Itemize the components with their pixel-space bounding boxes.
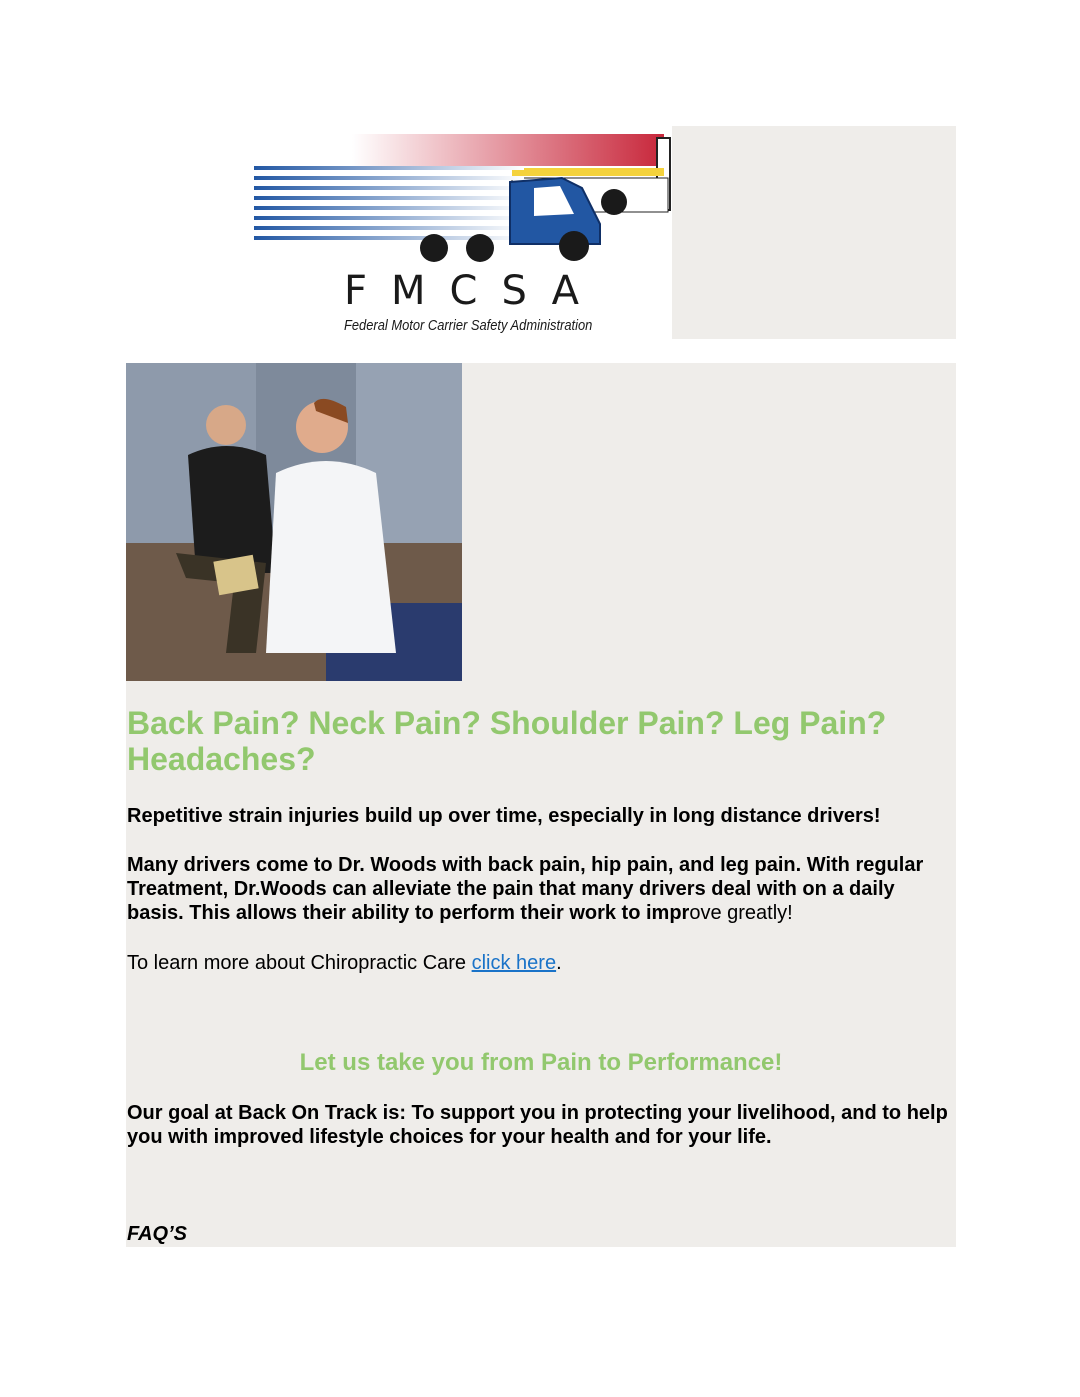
learn-more-suffix: . [556, 952, 562, 974]
goal-paragraph: Our goal at Back On Track is: To support you in protecting your livelihood, and to help you with improved lifestyle choices for your health and for your life. [127, 1102, 948, 1148]
logo-subtitle: Federal Motor Carrier Safety Administration [344, 317, 593, 334]
learn-more-line [127, 951, 956, 975]
fmcsa-logo [252, 126, 672, 339]
headline: Back Pain? Neck Pain? Shoulder Pain? Leg Pain? Headaches? [127, 705, 887, 777]
logo-letters: FMCSA [344, 268, 603, 314]
content-panel [126, 363, 956, 1247]
intro-paragraph: Repetitive strain injuries build up over time, especially in long distance drivers! [127, 805, 881, 827]
faq-heading: FAQ’S [127, 1223, 188, 1245]
drivers-paragraph-normal: ove greatly! [689, 902, 793, 924]
learn-more-text: To learn more about Chiropractic Care [127, 952, 472, 974]
drivers-paragraph-bold: Many drivers come to Dr. Woods with back pain, hip pain, and leg pain. With regular Treatment, Dr.Woods can alleviate the pain that many drivers deal with on a daily basis. This allows their ability to perform their work to impr [127, 854, 924, 924]
click-here-link[interactable]: click here [471, 952, 557, 974]
drivers-paragraph [127, 853, 956, 925]
tagline: Let us take you from Pain to Performance! [299, 1049, 783, 1076]
logo-band [252, 126, 956, 339]
doctor-patient-photo [126, 363, 462, 681]
